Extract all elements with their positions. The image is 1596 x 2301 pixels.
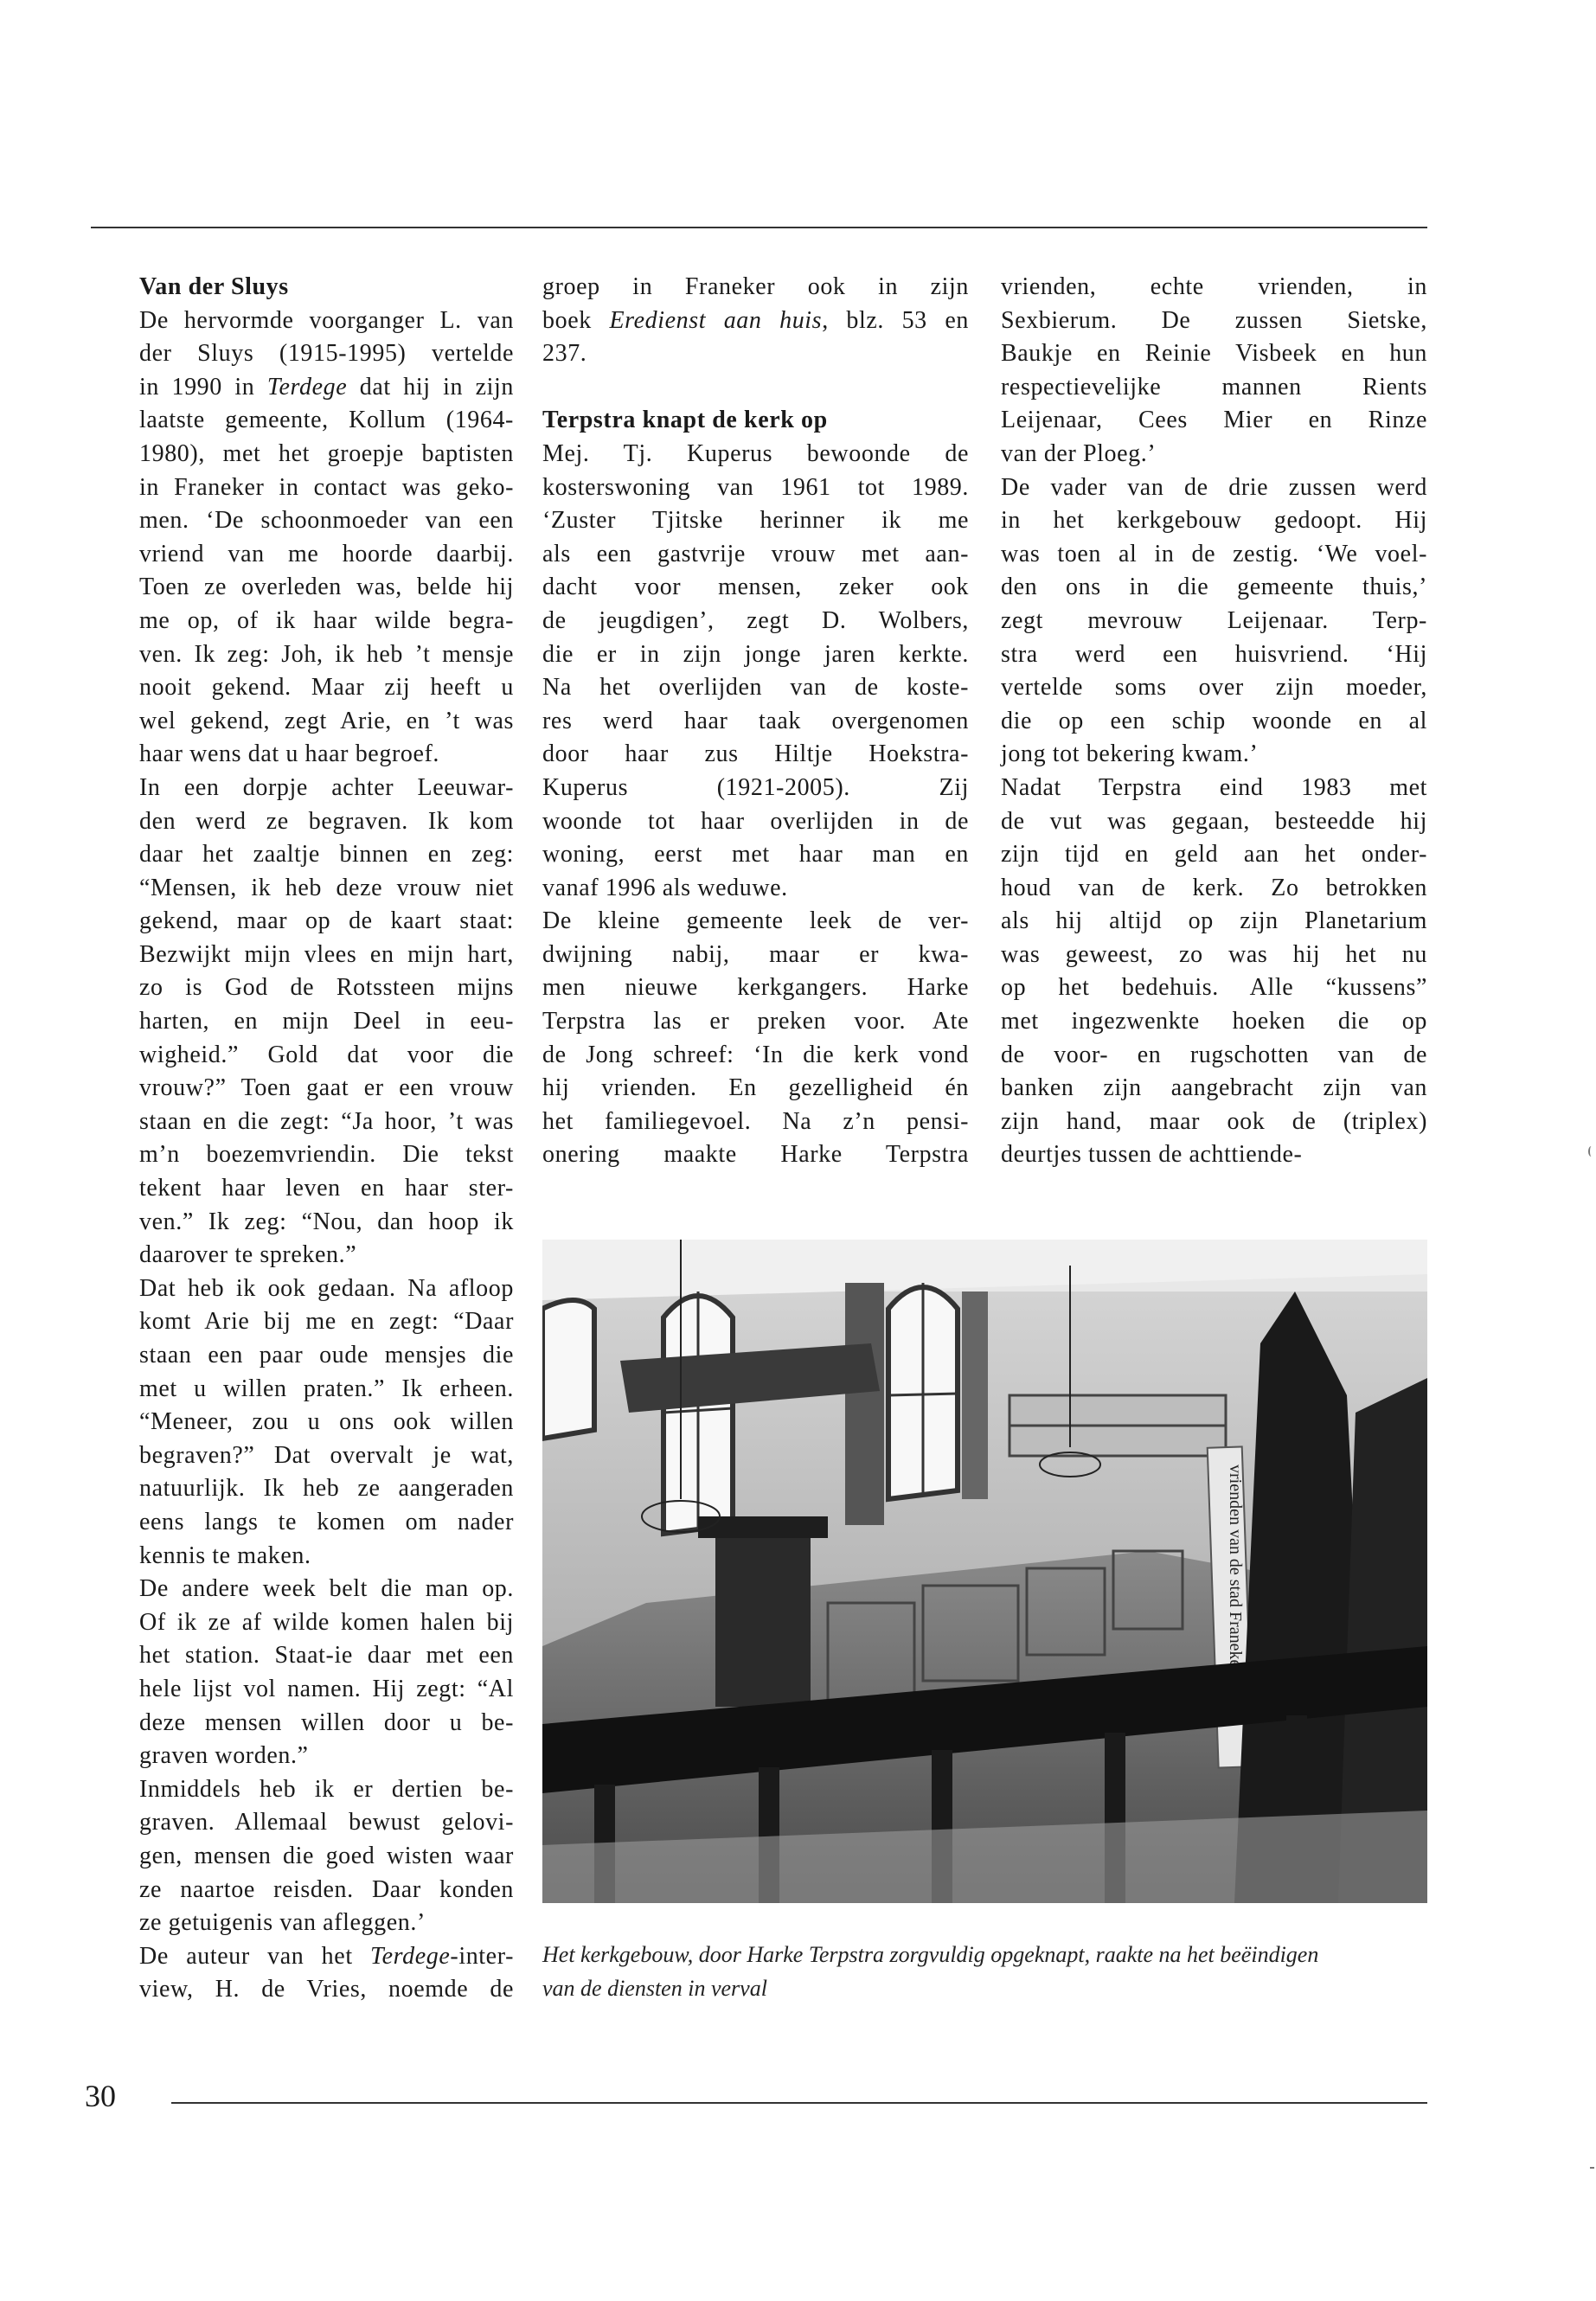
- text-line: [139, 271, 514, 304]
- text-line: [542, 271, 969, 304]
- text-run: in het kerkgebouw gedoopt. Hij: [1001, 507, 1427, 535]
- text-line: [139, 671, 514, 705]
- text-run: wel gekend, zegt Arie, en ’t was: [139, 707, 514, 734]
- text-line: [542, 404, 969, 438]
- paragraph: [542, 438, 969, 905]
- text-line: [542, 304, 969, 338]
- text-line: [542, 939, 969, 972]
- text-run: Mej. Tj. Kuperus bewoonde de: [542, 439, 969, 467]
- text-run: als hij altijd op zijn Planetarium: [1001, 907, 1427, 935]
- text-line: [139, 1806, 514, 1840]
- text-line: [1001, 538, 1427, 572]
- text-line: [542, 1005, 969, 1039]
- text-line: [542, 872, 969, 906]
- text-line: [139, 1707, 514, 1740]
- text-run: begraven?” Dat overvalt je wat,: [139, 1441, 514, 1469]
- text-run: “Mensen, ik heb deze vrouw niet: [139, 874, 514, 901]
- text-line: [1001, 1039, 1427, 1073]
- text-line: [1001, 772, 1427, 805]
- text-line: [139, 905, 514, 939]
- text-run: den ons in die gemeente thuis,’: [1001, 574, 1427, 601]
- text-line: [139, 1973, 514, 2007]
- text-run: de vut was gegaan, besteedde hij: [1001, 807, 1427, 835]
- text-line: [139, 638, 514, 672]
- text-run: res werd haar taak overgenomen: [542, 707, 969, 734]
- text-line: [1001, 905, 1427, 939]
- text-line: [1001, 971, 1427, 1005]
- text-run: door haar zus Hiltje Hoekstra-: [542, 740, 969, 768]
- text-run: van der Ploeg.’: [1001, 439, 1157, 467]
- italic-title: Terdege: [266, 373, 348, 401]
- page-number: 30: [85, 2079, 116, 2113]
- text-run: hele lijst vol namen. Hij zegt: “Al: [139, 1675, 514, 1702]
- text-run: De vader van de drie zussen werd: [1001, 473, 1427, 501]
- text-run: kosterswoning van 1961 tot 1989.: [542, 473, 969, 501]
- text-line: [1001, 304, 1427, 338]
- text-line: [139, 1506, 514, 1540]
- text-run: me op, of ik haar wilde begra-: [139, 606, 514, 634]
- text-run: In een dorpje achter Leeuwar-: [139, 773, 514, 801]
- text-line: [139, 1907, 514, 1940]
- edge-mark: [1588, 1146, 1594, 1157]
- text-run: woonde tot haar overlijden in de: [542, 807, 969, 835]
- text-run: komt Arie bij me en zegt: “Daar: [139, 1308, 514, 1336]
- text-line: [542, 438, 969, 471]
- text-run: was toen al in de zestig. ‘We voel-: [1001, 540, 1427, 567]
- text-run: woning, eerst met haar man en: [542, 841, 969, 868]
- text-run: natuurlijk. Ik heb ze aangeraden: [139, 1475, 514, 1503]
- text-line: [542, 705, 969, 739]
- paragraph: [139, 1773, 514, 1940]
- text-run: zegt mevrouw Leijenaar. Terp-: [1001, 606, 1427, 634]
- text-run: ‘Zuster Tjitske herinner ik me: [542, 507, 969, 535]
- text-run: De hervormde voorganger L. van: [139, 306, 514, 334]
- text-line: [542, 638, 969, 672]
- text-line: [139, 705, 514, 739]
- text-line: [1001, 638, 1427, 672]
- text-run: De auteur van het: [139, 1942, 371, 1970]
- text-run: groep in Franeker ook in zijn: [542, 273, 969, 300]
- text-run: “Meneer, zou u ons ook willen: [139, 1408, 514, 1436]
- text-run: ze getuigenis van afleggen.’: [139, 1909, 426, 1937]
- text-run: De andere week belt die man op.: [139, 1575, 514, 1603]
- text-line: [1001, 504, 1427, 538]
- text-run: op het bedehuis. Alle “kussens”: [1001, 974, 1427, 1002]
- text-line: [139, 471, 514, 505]
- text-run: Of ik ze af wilde komen halen bij: [139, 1608, 514, 1636]
- text-line: [1001, 337, 1427, 371]
- text-line: [542, 1138, 969, 1172]
- text-line: [542, 1106, 969, 1139]
- text-run: was geweest, zo was hij het nu: [1001, 940, 1427, 968]
- text-line: [139, 404, 514, 438]
- text-run: De kleine gemeente leek de ver-: [542, 907, 969, 935]
- text-run: Baukje en Reinie Visbeek en hun: [1001, 340, 1427, 368]
- footer-rule: [171, 2102, 1427, 2104]
- text-line: [139, 1606, 514, 1640]
- text-run: boek: [542, 306, 610, 334]
- text-run: dat hij in zijn: [347, 373, 514, 401]
- text-run: nooit gekend. Maar zij heeft u: [139, 674, 514, 702]
- text-run: deurtjes tussen de achttiende-: [1001, 1141, 1303, 1169]
- text-line: [1001, 605, 1427, 638]
- text-line: [139, 772, 514, 805]
- text-run: in Franeker in contact was geko-: [139, 473, 514, 501]
- text-run: Inmiddels heb ik er dertien be-: [139, 1775, 514, 1803]
- spacer: [542, 371, 969, 405]
- text-run: Van der Sluys: [139, 273, 289, 300]
- text-run: die er in zijn jonge jaren kerkte.: [542, 640, 969, 668]
- text-line: [139, 1472, 514, 1506]
- text-line: [542, 971, 969, 1005]
- text-line: [1001, 805, 1427, 839]
- text-column-3: [1001, 271, 1427, 1172]
- text-line: [139, 1239, 514, 1272]
- text-line: [542, 905, 969, 939]
- text-line: [1001, 671, 1427, 705]
- text-run: respectievelijke mannen Rients: [1001, 373, 1427, 401]
- text-line: [139, 1172, 514, 1206]
- text-run: Dat heb ik ook gedaan. Na afloop: [139, 1274, 514, 1302]
- text-line: [139, 304, 514, 338]
- text-line: [139, 1138, 514, 1172]
- text-run: de Jong schreef: ‘In die kerk vond: [542, 1041, 969, 1068]
- text-line: [1001, 1138, 1427, 1172]
- text-line: [1001, 872, 1427, 906]
- text-run: Leijenaar, Cees Mier en Rinze: [1001, 407, 1427, 434]
- text-run: 237.: [542, 340, 587, 368]
- text-line: [139, 805, 514, 839]
- text-line: [1001, 838, 1427, 872]
- paragraph: [139, 1272, 514, 1573]
- text-run: der Sluys (1915-1995) vertelde: [139, 340, 514, 368]
- text-line: [542, 772, 969, 805]
- text-run: kennis te maken.: [139, 1541, 311, 1569]
- paragraph: [139, 1573, 514, 1773]
- text-run: Sexbierum. De zussen Sietske,: [1001, 306, 1427, 334]
- text-line: [139, 971, 514, 1005]
- text-line: [542, 504, 969, 538]
- text-run: het station. Staat-ie daar met een: [139, 1642, 514, 1670]
- text-column-1: [139, 271, 514, 2007]
- text-run: Bezwijkt mijn vlees en mijn hart,: [139, 940, 514, 968]
- banner-text: vrienden van de stad Franeker: [1226, 1465, 1245, 1674]
- text-run: onering maakte Harke Terpstra: [542, 1141, 969, 1169]
- text-run: stra werd een huisvriend. ‘Hij: [1001, 640, 1427, 668]
- text-run: Na het overlijden van de koste-: [542, 674, 969, 702]
- text-run: daarover te spreken.”: [139, 1241, 357, 1269]
- text-run: met ingezwenkte hoeken die op: [1001, 1008, 1427, 1035]
- text-run: in 1990 in: [139, 373, 267, 401]
- text-run: als een gastvrije vrouw met aan-: [542, 540, 969, 567]
- text-line: [1001, 471, 1427, 505]
- text-line: [542, 1072, 969, 1106]
- text-line: [1001, 1005, 1427, 1039]
- text-line: [1001, 1106, 1427, 1139]
- paragraph: [139, 304, 514, 772]
- text-line: [542, 471, 969, 505]
- text-line: [1001, 738, 1427, 772]
- text-line: [139, 571, 514, 605]
- text-run: dacht voor mensen, zeker ook: [542, 574, 969, 601]
- text-line: [1001, 438, 1427, 471]
- text-run: -inter-: [450, 1942, 514, 1970]
- text-run: de jeugdigen’, zegt D. Wolbers,: [542, 606, 969, 634]
- text-line: [139, 1072, 514, 1106]
- text-line: [139, 438, 514, 471]
- text-run: Terpstra knapt de kerk op: [542, 407, 828, 434]
- section-heading: [542, 404, 969, 438]
- text-run: daar het zaaltje binnen en zeg:: [139, 841, 514, 868]
- text-run: vriend van me hoorde daarbij.: [139, 540, 514, 567]
- text-line: [139, 1339, 514, 1373]
- text-run: hij vrienden. En gezelligheid én: [542, 1074, 969, 1102]
- text-run: gen, mensen die goed wisten waar: [139, 1842, 514, 1869]
- text-line: [139, 1874, 514, 1907]
- text-run: Kuperus (1921-2005). Zij: [542, 773, 969, 801]
- text-run: deze mensen willen door u be-: [139, 1708, 514, 1736]
- text-line: [139, 1305, 514, 1339]
- text-run: eens langs te komen om nader: [139, 1508, 514, 1535]
- paragraph: [1001, 471, 1427, 772]
- text-line: [139, 738, 514, 772]
- text-line: [139, 1540, 514, 1574]
- text-run: de voor- en rugschotten van de: [1001, 1041, 1427, 1068]
- text-run: vertelde soms over zijn moeder,: [1001, 674, 1427, 702]
- italic-title: Eredienst aan huis: [609, 306, 823, 334]
- text-line: [1001, 705, 1427, 739]
- text-column-2: [542, 271, 969, 1172]
- text-run: Toen ze overleden was, belde hij: [139, 574, 514, 601]
- text-line: [139, 538, 514, 572]
- text-line: [1001, 371, 1427, 405]
- section-heading: [139, 271, 514, 304]
- text-line: [139, 838, 514, 872]
- text-line: [542, 605, 969, 638]
- text-line: [139, 1773, 514, 1807]
- text-run: m’n boezemvriendin. Die tekst: [139, 1141, 514, 1169]
- text-line: [1001, 939, 1427, 972]
- text-line: [139, 1272, 514, 1306]
- text-run: houd van de kerk. Zo betrokken: [1001, 874, 1427, 901]
- text-line: [139, 1406, 514, 1439]
- text-run: laatste gemeente, Kollum (1964-: [139, 407, 514, 434]
- text-run: ze naartoe reisden. Daar konden: [139, 1875, 514, 1903]
- text-run: harten, en mijn Deel in eeu-: [139, 1008, 514, 1035]
- text-line: [139, 1573, 514, 1606]
- text-run: ven.” Ik zeg: “Nou, dan hoop ik: [139, 1208, 514, 1235]
- text-line: [139, 1740, 514, 1773]
- text-line: [139, 1373, 514, 1407]
- paragraph: [542, 905, 969, 1172]
- paragraph: [139, 772, 514, 1272]
- text-line: [542, 838, 969, 872]
- text-run: gekend, maar op de kaart staat:: [139, 907, 514, 935]
- photo-caption: [542, 1938, 1433, 2005]
- text-line: [1001, 1072, 1427, 1106]
- paragraph: [1001, 772, 1427, 1172]
- text-run: men nieuwe kerkgangers. Harke: [542, 974, 969, 1002]
- text-line: [139, 1439, 514, 1473]
- text-line: [139, 939, 514, 972]
- paragraph: [542, 271, 969, 371]
- text-run: haar wens dat u haar begroef.: [139, 740, 440, 768]
- header-rule: [91, 227, 1427, 228]
- text-run: vrouw?” Toen gaat er een vrouw: [139, 1074, 514, 1102]
- text-run: tekent haar leven en haar ster-: [139, 1175, 514, 1202]
- text-run: banken zijn aangebracht zijn van: [1001, 1074, 1427, 1102]
- text-run: staan een paar oude mensjes die: [139, 1342, 514, 1368]
- text-run: zo is God de Rotssteen mijns: [139, 974, 514, 1002]
- caption-line-2: van de diensten in verval: [542, 1976, 767, 2001]
- text-run: vanaf 1996 als weduwe.: [542, 874, 788, 901]
- text-run: ven. Ik zeg: Joh, ik heb ’t mensje: [139, 640, 514, 668]
- text-run: dwijning nabij, maar er kwa-: [542, 940, 969, 968]
- text-run: Terpstra las er preken voor. Ate: [542, 1008, 969, 1035]
- text-run: het familiegevoel. Na z’n pensi-: [542, 1107, 969, 1135]
- text-run: , blz. 53 en: [822, 306, 970, 334]
- text-run: wigheid.” Gold dat voor die: [139, 1041, 514, 1068]
- text-run: vrienden, echte vrienden, in: [1001, 273, 1427, 300]
- text-run: view, H. de Vries, noemde de: [139, 1976, 514, 2003]
- text-run: zijn tijd en geld aan het onder-: [1001, 841, 1427, 868]
- pulpit: [715, 1525, 811, 1707]
- text-line: [139, 1039, 514, 1073]
- text-run: graven. Allemaal bewust gelovi-: [139, 1809, 514, 1836]
- text-line: [542, 337, 969, 371]
- text-line: [542, 571, 969, 605]
- text-line: [542, 671, 969, 705]
- text-line: [1001, 271, 1427, 304]
- text-line: [1001, 571, 1427, 605]
- church-interior-photo: [542, 1240, 1427, 1903]
- text-line: [542, 805, 969, 839]
- text-line: [139, 1639, 514, 1673]
- text-line: [542, 1039, 969, 1073]
- text-line: [542, 538, 969, 572]
- text-line: [139, 872, 514, 906]
- text-run: staan en die zegt: “Ja hoor, ’t was: [139, 1107, 514, 1135]
- text-run: den werd ze begraven. Ik kom: [139, 807, 514, 835]
- text-line: [139, 337, 514, 371]
- paragraph: [1001, 271, 1427, 471]
- text-run: Nadat Terpstra eind 1983 met: [1001, 773, 1427, 801]
- caption-line-1: Het kerkgebouw, door Harke Terpstra zorgvuldig opgeknapt, raakte na het beëindigen: [542, 1942, 1319, 1967]
- text-run: zijn hand, maar ook de (triplex): [1001, 1107, 1427, 1135]
- text-run: graven worden.”: [139, 1742, 309, 1770]
- text-run: met u willen praten.” Ik erheen.: [139, 1375, 514, 1402]
- edge-mark: [1590, 2167, 1594, 2170]
- text-line: [1001, 404, 1427, 438]
- text-line: [139, 504, 514, 538]
- text-line: [542, 738, 969, 772]
- text-run: men. ‘De schoonmoeder van een: [139, 507, 514, 535]
- text-run: die op een schip woonde en al: [1001, 707, 1427, 734]
- italic-title: Terdege: [370, 1942, 451, 1970]
- text-line: [139, 1940, 514, 1974]
- text-line: [139, 371, 514, 405]
- paragraph: [139, 1940, 514, 2007]
- text-line: [139, 1673, 514, 1707]
- text-line: [139, 605, 514, 638]
- text-line: [139, 1005, 514, 1039]
- text-run: 1980), met het groepje baptisten: [139, 439, 514, 467]
- text-line: [139, 1206, 514, 1240]
- text-run: jong tot bekering kwam.’: [1001, 740, 1259, 768]
- text-line: [139, 1106, 514, 1139]
- text-line: [139, 1840, 514, 1874]
